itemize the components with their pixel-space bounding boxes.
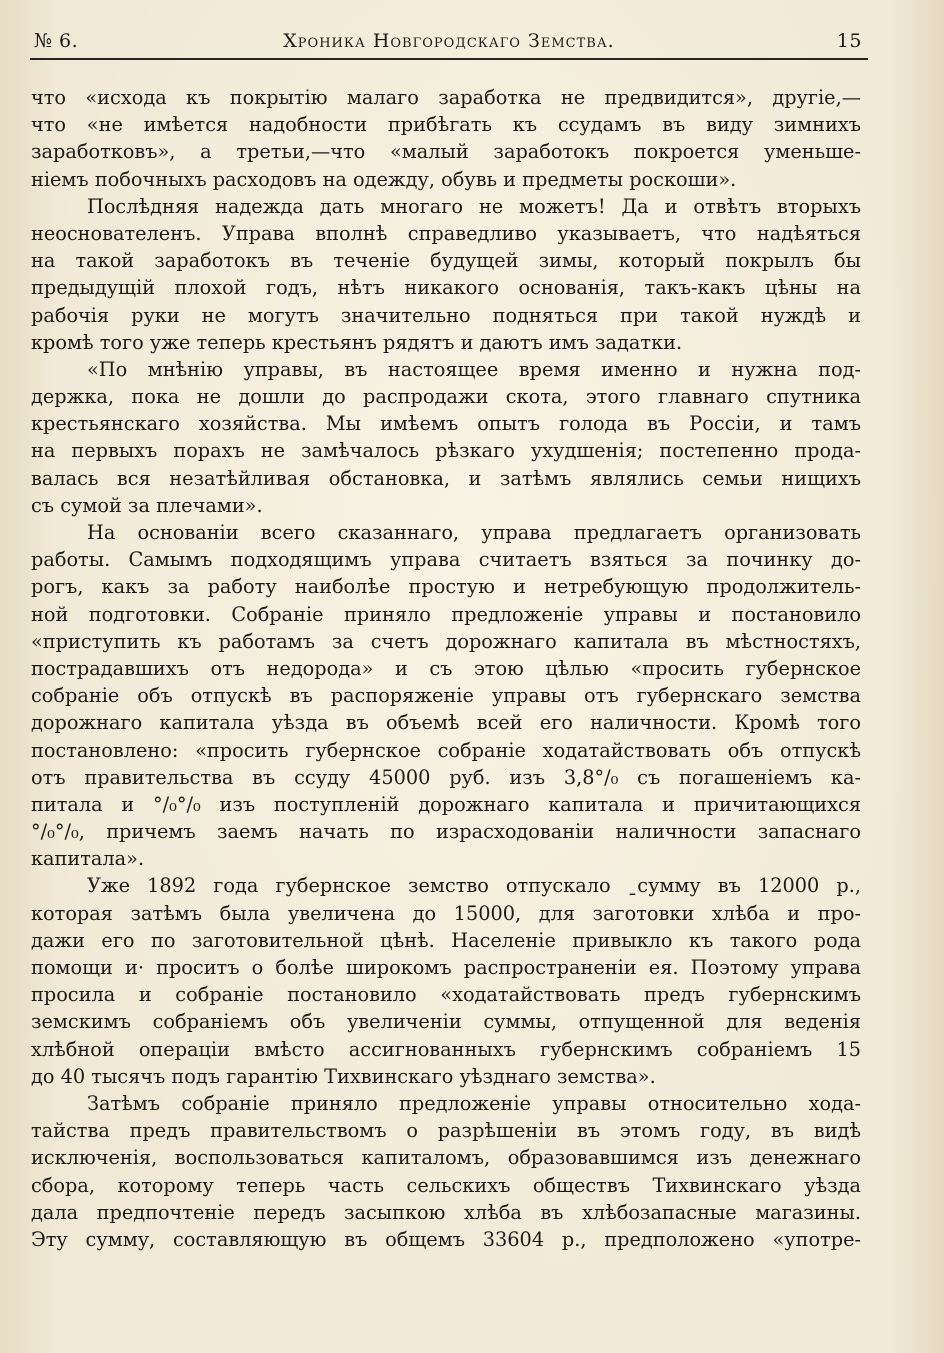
text-line: сбора, которому теперь часть сельскихъ обществъ Тихвинскаго уѣзда [31,1173,861,1197]
text-line: съ сумой за плечами». [31,493,263,517]
text-line: дорожнаго капитала уѣзда въ объемѣ всей его наличности. Кромѣ того [31,711,861,735]
text-line: работы. Самымъ подходящимъ управа считаетъ взяться за починку до- [31,548,861,572]
text-line: что «исхода къ покрытію малаго заработка не предвидится», другіе,— [31,86,861,109]
text-line: постановлено: «просить губернское собраніе ходатайствовать объ отпускѣ [31,738,861,762]
text-line: валась вся незатѣйливая обстановка, и затѣмъ являлись семьи нищихъ [31,466,861,490]
text-line: пострадавшихъ отъ недорода» и съ этою цѣлью «просить губернское [31,656,861,680]
paragraph [31,519,861,872]
paragraph [31,1090,861,1253]
body-text [31,84,861,1253]
text-line: На основаніи всего сказаннаго, управа предлагаетъ организовать [87,521,861,544]
text-line: что «не имѣется надобности прибѣгать къ ссудамъ въ виду зимнихъ [31,113,861,137]
text-line: до 40 тысячъ подъ гарантію Тихвинскаго уѣзднаго земства». [31,1064,656,1088]
paragraph [31,193,861,356]
running-header [34,26,864,58]
text-line: заработковъ», а третьи,—что «малый заработокъ покроется уменьше- [31,140,861,164]
text-line: на такой заработокъ въ теченіе будущей зимы, который покрылъ бы [31,249,861,273]
text-line: неоснователенъ. Управа вполнѣ справедливо указываетъ, что надѣяться [31,221,861,245]
text-line: Уже 1892 года губернское земство отпускало ˍсумму въ 12000 р., [87,874,861,898]
journal-title: Хроника Новгородскаго Земства. [283,30,615,52]
issue-number: № 6. [34,30,79,52]
text-line: Послѣдняя надежда дать многаго не можетъ! Да и отвѣтъ вторыхъ [87,194,861,218]
paragraph [31,84,861,193]
text-line: «По мнѣнію управы, въ настоящее время именно и нужна под- [87,357,861,381]
text-line: Эту сумму, составляющую въ общемъ 33604 р., предположено «употре- [31,1227,861,1251]
text-line: исключенія, воспользоваться капиталомъ, образовавшимся изъ денежнаго [31,1146,861,1170]
header-rule [30,58,868,60]
page-number: 15 [836,30,862,52]
text-line: отъ правительства въ ссуду 45000 руб. изъ 3,8°/₀ съ погашеніемъ ка- [31,765,861,789]
text-line: ніемъ побочныхъ расходовъ на одежду, обувь и предметы роскоши». [31,167,737,191]
text-line: «приступить къ работамъ за счетъ дорожнаго капитала въ мѣстностяхъ, [31,629,861,653]
text-line: на первыхъ порахъ не замѣчалось рѣзкаго ухудшенія; постепенно прода- [31,439,861,463]
text-line: просила и собраніе постановило «ходатайствовать предъ губернскимъ [31,983,861,1007]
text-line: ной подготовки. Собраніе приняло предложеніе управы и постановило [31,602,861,626]
text-line: кромѣ того уже теперь крестьянъ рядятъ и даютъ имъ задатки. [31,330,683,354]
paragraph [31,872,861,1090]
text-line: Затѣмъ собраніе приняло предложеніе управы относительно хода- [87,1091,861,1115]
text-line: хлѣбной операціи вмѣсто ассигнованныхъ губернскимъ собраніемъ 15 [31,1037,861,1061]
text-line: капитала». [31,847,145,871]
text-line: которая затѣмъ была увеличена до 15000, для заготовки хлѣба и про- [31,901,861,925]
text-line: рогъ, какъ за работу наиболѣе простую и нетребующую продолжитель- [31,575,861,599]
text-line: крестьянскаго хозяйства. Мы имѣемъ опытъ голода въ Россіи, и тамъ [31,412,861,436]
text-line: °/₀°/₀, причемъ заемъ начать по израсходованіи наличности запаснаго [31,820,861,844]
text-line: земскимъ собраніемъ объ увеличеніи суммы, отпущенной для веденія [31,1010,861,1034]
paragraph [31,356,861,519]
text-line: собраніе объ отпускѣ въ распоряженіе управы отъ губернскаго земства [31,684,861,708]
text-line: дала предпочтеніе передъ засыпкою хлѣба въ хлѣбозапасные магазины. [31,1200,861,1224]
text-line: предыдущій плохой годъ, нѣтъ никакого основанія, такъ-какъ цѣны на [31,276,861,300]
text-line: тайства предъ правительствомъ о разрѣшеніи въ этомъ году, въ видѣ [31,1119,861,1143]
text-line: дажи его по заготовительной цѣнѣ. Населеніе привыкло къ такого рода [31,928,861,952]
text-line: питала и °/₀°/₀ изъ поступленій дорожнаго капитала и причитающихся [31,792,861,816]
text-line: помощи и· проситъ о болѣе широкомъ распространеніи ея. Поэтому управа [31,956,861,979]
text-line: рабочія руки не могутъ значительно подняться при такой нуждѣ и [31,303,861,327]
text-line: держка, пока не дошли до распродажи скота, этого главнаго спутника [31,385,861,409]
